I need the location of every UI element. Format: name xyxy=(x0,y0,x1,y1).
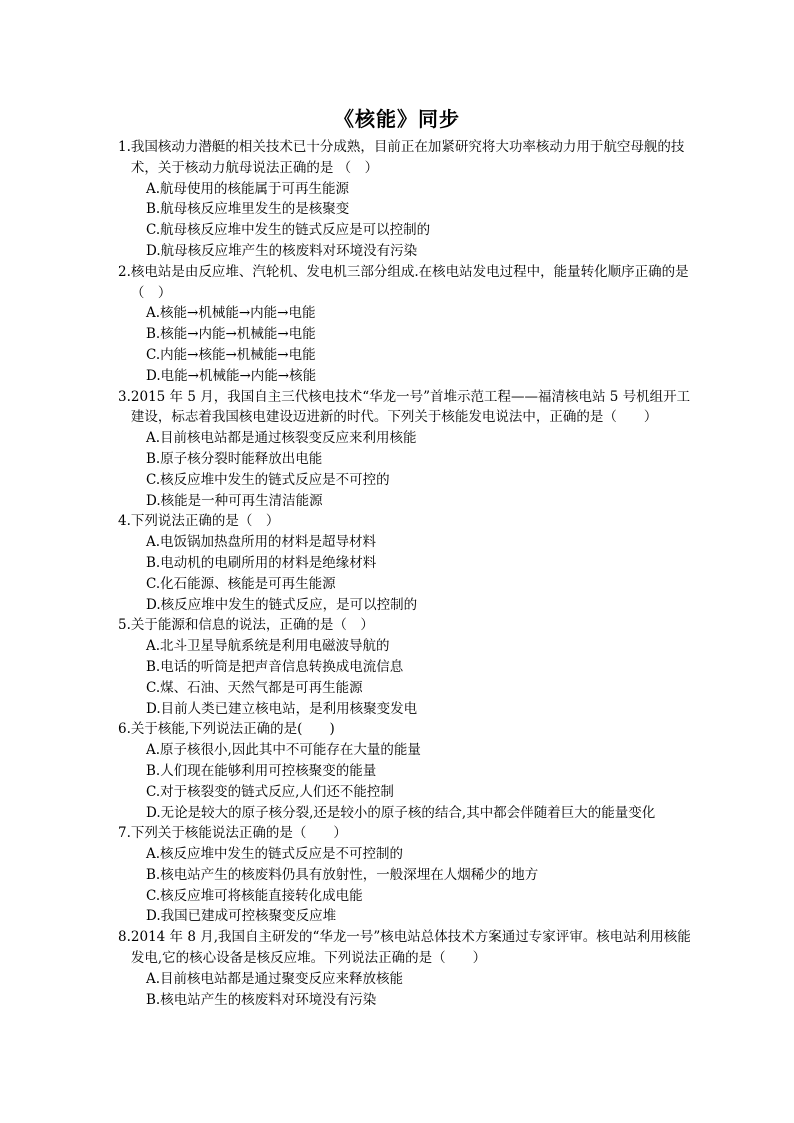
question-stem: 我国核动力潜艇的相关技术已十分成熟，目前正在加紧研究将大功率核动力用于航空母舰的技术，关于核动力航母说法正确的是 （ ） xyxy=(130,139,685,176)
option-c: C.航母核反应堆中发生的链式反应是可以控制的 xyxy=(146,222,431,239)
page-title: 《核能》同步 xyxy=(334,107,460,131)
option-b: B.航母核反应堆里发生的是核聚变 xyxy=(146,201,350,218)
option-a: A.目前核电站都是通过聚变反应来释放核能 xyxy=(146,970,404,987)
question-4 xyxy=(118,511,703,615)
option-d: D.目前人类已建立核电站，是利用核聚变发电 xyxy=(146,700,418,717)
question-number: 6. xyxy=(118,721,131,738)
question-number: 2. xyxy=(118,263,131,280)
question-stem: 下列关于核能说法正确的是（ ） xyxy=(130,825,347,842)
question-stem: 关于核能,下列说法正确的是( ) xyxy=(130,721,335,738)
option-b: B.原子核分裂时能释放出电能 xyxy=(146,450,323,467)
option-b: B.电话的听筒是把声音信息转换成电流信息 xyxy=(146,658,404,675)
option-a: A.航母使用的核能属于可再生能源 xyxy=(146,180,350,197)
question-number: 5. xyxy=(118,617,131,634)
question-7 xyxy=(118,823,703,927)
question-stem: 2014 年 8 月,我国自主研发的“华龙一号”核电站总体技术方案通过专家评审。核电站利用核能发电,它的核心设备是核反应堆。下列说法正确的是（ ） xyxy=(130,929,691,967)
option-c: C.化石能源、核能是可再生能源 xyxy=(146,575,336,592)
option-b: B.电动机的电刷所用的材料是绝缘材料 xyxy=(146,554,377,571)
question-number: 8. xyxy=(118,929,131,946)
option-c: C.对于核裂变的链式反应,人们还不能控制 xyxy=(146,783,394,800)
option-d: D.电能→机械能→内能→核能 xyxy=(146,367,317,384)
question-stem: 核电站是由反应堆、汽轮机、发电机三部分组成.在核电站发电过程中，能量转化顺序正确的是（ ） xyxy=(130,263,689,301)
question-5 xyxy=(118,615,703,719)
question-stem: 下列说法正确的是（ ） xyxy=(130,513,280,530)
option-b: B.核能→内能→机械能→电能 xyxy=(146,326,316,343)
question-number: 7. xyxy=(118,825,131,842)
option-c: C.核反应堆可将核能直接转化成电能 xyxy=(146,887,363,904)
option-b: B.核电站产生的核废料仍具有放射性，一般深埋在人烟稀少的地方 xyxy=(146,866,539,883)
option-c: C.内能→核能→机械能→电能 xyxy=(146,346,316,363)
question-number: 3. xyxy=(118,388,131,405)
option-c: C.核反应堆中发生的链式反应是不可控的 xyxy=(146,471,390,488)
option-d: D.无论是较大的原子核分裂,还是较小的原子核的结合,其中都会伴随着巨大的能量变化 xyxy=(146,804,656,821)
option-d: D.航母核反应堆产生的核废料对环境没有污染 xyxy=(146,242,418,259)
question-6 xyxy=(118,719,703,823)
option-a: A.北斗卫星导航系统是利用电磁波导航的 xyxy=(146,638,390,655)
option-b: B.核电站产生的核废料对环境没有污染 xyxy=(146,991,377,1008)
question-list xyxy=(118,137,703,1010)
question-stem: 关于能源和信息的说法，正确的是（ ） xyxy=(130,617,374,634)
question-2 xyxy=(118,262,703,387)
question-number: 4. xyxy=(118,513,131,530)
question-stem: 2015 年 5 月，我国自主三代核电技术“华龙一号”首堆示范工程——福清核电站 5 号机组开工建设，标志着我国核电建设迈进新的时代。下列关于核能发电说法中，正确的是（ ） xyxy=(130,388,691,426)
option-d: D.我国已建成可控核聚变反应堆 xyxy=(146,908,337,925)
option-a: A.核能→机械能→内能→电能 xyxy=(146,305,316,322)
question-8 xyxy=(118,927,703,1010)
option-d: D.核反应堆中发生的链式反应，是可以控制的 xyxy=(146,596,418,613)
option-c: C.煤、石油、天然气都是可再生能源 xyxy=(146,679,363,696)
option-d: D.核能是一种可再生清洁能源 xyxy=(146,492,323,509)
question-1 xyxy=(118,137,703,262)
option-a: A.原子核很小,因此其中不可能存在大量的能量 xyxy=(146,742,421,759)
option-a: A.核反应堆中发生的链式反应是不可控制的 xyxy=(146,846,404,863)
option-a: A.目前核电站都是通过核裂变反应来利用核能 xyxy=(146,430,417,447)
option-a: A.电饭锅加热盘所用的材料是超导材料 xyxy=(146,534,377,551)
option-b: B.人们现在能够利用可控核聚变的能量 xyxy=(146,762,377,779)
question-number: 1. xyxy=(118,139,131,155)
question-3 xyxy=(118,387,703,512)
